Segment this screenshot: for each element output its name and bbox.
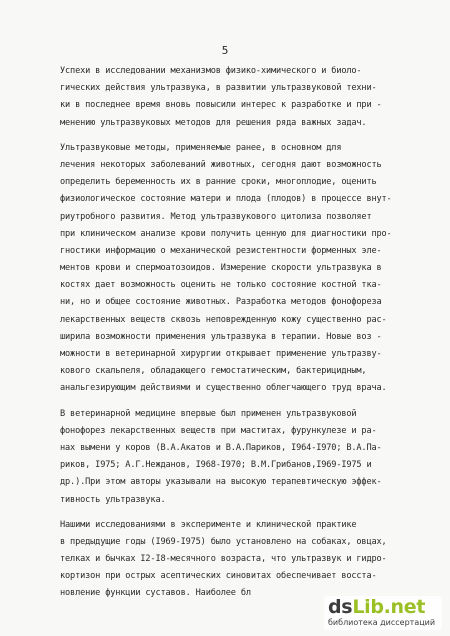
text-line: телках и бычках I2-I8-месячного возраста, что ультразвук и гидро-	[60, 554, 387, 565]
text-line: новление функции суставов. Наиболее бл	[60, 588, 251, 599]
watermark-tagline: библиотека диссертаций	[328, 618, 436, 627]
text-line: менению ультразвуковых методов для решения ряда важных задач.	[60, 117, 367, 128]
text-line: риутробного развития. Метод ультразвукового цитолиза позволяет	[60, 211, 372, 222]
text-line: Ультразвуковые методы, применяемые ранее, в основном для	[60, 142, 342, 153]
text-line: ментов крови и спермоатозоидов. Измерение скорости ультразвука в	[60, 263, 382, 274]
paragraph-gap	[60, 132, 430, 140]
text-line: ни, но и общее состояние животных. Разработка методов фонофореза	[60, 297, 382, 308]
text-line: кортизон при острых асептических синовитах обеспечивает восста-	[60, 571, 377, 582]
text-line: лечения некоторых заболеваний животных, сегодня дают возможность	[60, 159, 382, 170]
text-line: др.).При этом авторы указывали на высокую терапевтическую эффек-	[60, 477, 382, 488]
paragraph-gap	[60, 509, 430, 517]
watermark-logo	[324, 596, 442, 630]
text-line: риков, I975; А.Г.Нежданов, I968-I970; В.М.Грибанов,I969-I975 и	[60, 460, 372, 471]
text-line: В ветеринарной медицине впервые был применен ультразвуковой	[60, 408, 357, 419]
paragraph	[60, 517, 430, 603]
text-line: кового скальпеля, обладающего гемостатическим, бактерицидным,	[60, 366, 367, 377]
paragraph	[60, 406, 430, 509]
text-line: физиологическое состояние матери и плода (плодов) в процессе внут-	[60, 194, 392, 205]
text-line: определить беременность их в ранние сроки, многоплодие, оценить	[60, 177, 377, 188]
text-line: нах вымени у коров (В.А.Акатов и В.А.Париков, I964-I970; В.А.Па-	[60, 442, 382, 453]
text-line: в предыдущие годы (I969-I975) было установлено на собаках, овцах,	[60, 536, 387, 547]
paragraph	[60, 140, 430, 398]
body-text	[60, 63, 430, 603]
paragraph-gap	[60, 398, 430, 406]
page-number: 5	[221, 44, 229, 57]
text-line: лекарственных веществ сквозь неповрежденную кожу существенно рас-	[60, 314, 387, 325]
text-line: гностики информацию о механической резистентности форменных эле-	[60, 245, 382, 256]
text-line: Нашими исследованиями в эксперименте и клинической практике	[60, 519, 357, 530]
text-line: анальгезирующим действиями и существенно облегчающего труд врача.	[60, 383, 387, 394]
text-line: ки в последнее время вновь повысили интерес к разработке и при -	[60, 100, 382, 111]
text-line: можности в ветеринарной хирургии открывает применение ультразву-	[60, 349, 382, 359]
text-line: тивность ультразвука.	[60, 494, 166, 505]
text-line: гических действия ультразвука, в развитии ультразвуковой техни-	[60, 83, 377, 94]
text-line: ширила возможности применения ультразвука в терапии. Новые воз -	[60, 331, 382, 342]
text-line: Успехи в исследовании механизмов физико-химического и биоло-	[60, 66, 362, 76]
text-line: при клиническом анализе крови получить ценную для диагностики про-	[60, 228, 392, 239]
paragraph	[60, 63, 430, 132]
text-line: костях дает возможность оценить не только состояние костной тка-	[60, 280, 382, 291]
watermark-brand: dsLib.net	[328, 596, 426, 618]
text-line: фонофорез лекарственных веществ при маститах, фурункулезе и ра-	[60, 425, 377, 436]
